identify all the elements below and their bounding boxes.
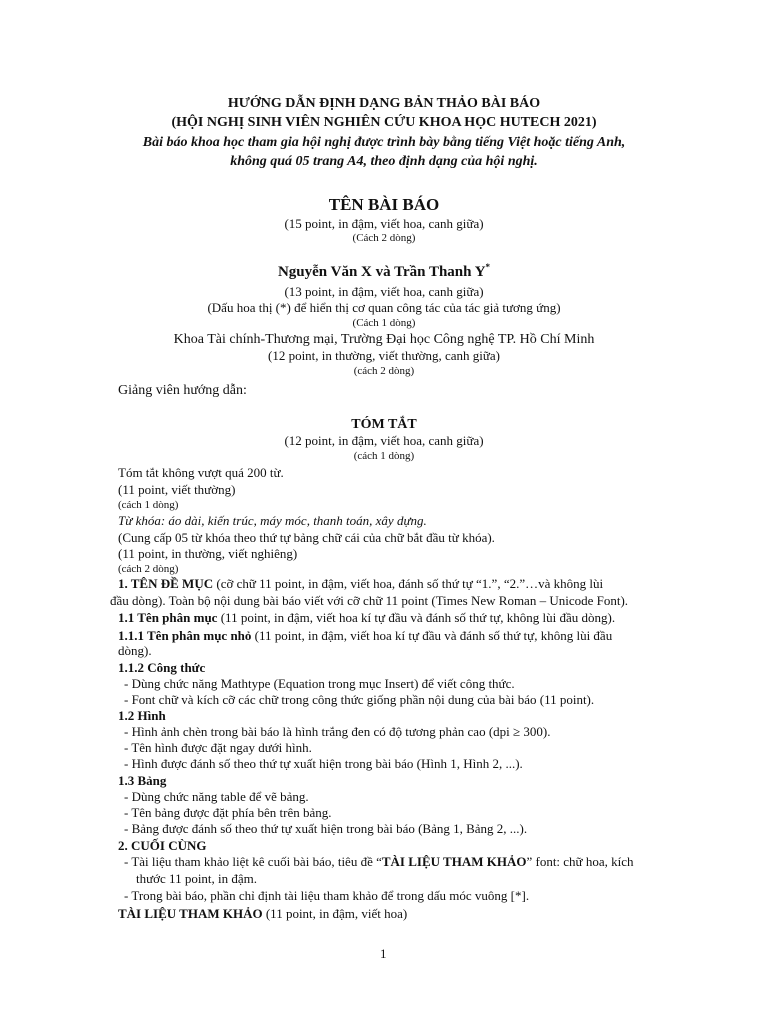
paper-title: TÊN BÀI BÁO (328, 195, 440, 214)
keywords-note2: (11 point, in thường, viết nghiêng) (118, 546, 298, 561)
advisor-label: Giảng viên hướng dẫn: (118, 383, 247, 398)
abstract-heading: TÓM TẮT (351, 417, 417, 432)
intro-line2: không quá 05 trang A4, theo định dạng của hội nghị. (230, 154, 538, 169)
keywords-spacing: (cách 2 dòng) (118, 563, 179, 575)
section11-heading: 1.1 Tên phân mục (118, 610, 218, 625)
doc-title-line1: HƯỚNG DẪN ĐỊNH DẠNG BẢN THẢO BÀI BÁO (227, 96, 541, 111)
affiliation: Khoa Tài chính-Thương mại, Trường Đại học Công nghệ TP. Hồ Chí Minh (173, 332, 595, 347)
section112-item: - Dùng chức năng Mathtype (Equation trong mục Insert) để viết công thức. (124, 676, 515, 691)
section111-heading: 1.1.1 Tên phân mục nhỏ (118, 628, 252, 643)
section111-desc: (11 point, in đậm, viết hoa kí tự đầu và đánh số thứ tự, không lùi đầu (251, 628, 613, 643)
section13-item: - Tên bảng được đặt phía bên trên bảng. (124, 805, 332, 820)
abstract-line1: Tóm tắt không vượt quá 200 từ. (118, 465, 284, 480)
affiliation-note: (12 point, in thường, viết thường, canh giữa) (267, 348, 501, 363)
section111-line2: dòng). (118, 643, 152, 658)
doc-title-line2: (HỘI NGHỊ SINH VIÊN NGHIÊN CỨU KHOA HỌC HUTECH 2021) (171, 115, 597, 130)
section112-heading: 1.1.2 Công thức (118, 660, 206, 675)
section13-heading: 1.3 Bảng (118, 773, 167, 788)
author-names-text: Nguyễn Văn X và Trần Thanh Y (277, 264, 486, 280)
keywords: Từ khóa: áo dài, kiến trúc, máy móc, thanh toán, xây dựng. (118, 513, 427, 528)
section11-desc: (11 point, in đậm, viết hoa kí tự đầu và đánh số thứ tự, không lùi đầu dòng). (217, 610, 616, 625)
section11-line (118, 610, 615, 626)
paper-title-spacing: (Cách 2 dòng) (352, 232, 416, 244)
section1-heading: 1. TÊN ĐỀ MỤC (118, 576, 214, 591)
section2-item1-line2: thước 11 point, in đậm. (136, 871, 258, 886)
section12-item: - Tên hình được đặt ngay dưới hình. (124, 740, 312, 755)
section111-line1 (118, 628, 612, 644)
section12-item: - Hình ảnh chèn trong bài báo là hình trắng đen có độ tương phản cao (dpi ≥ 300). (124, 724, 551, 739)
abstract-line2: (11 point, viết thường) (118, 482, 236, 497)
paper-title-note: (15 point, in đậm, viết hoa, canh giữa) (284, 216, 484, 231)
section2-item1 (124, 854, 634, 870)
abstract-spacing: (cách 1 dòng) (353, 450, 415, 462)
section2-item1-end: ” font: chữ hoa, kích (526, 854, 634, 869)
references-heading: TÀI LIỆU THAM KHẢO (118, 906, 263, 921)
page-number: 1 (380, 946, 387, 961)
section12-item: - Hình được đánh số theo thứ tự xuất hiện trong bài báo (Hình 1, Hình 2, ...). (124, 756, 523, 771)
section13-item: - Bảng được đánh số theo thứ tự xuất hiện trong bài báo (Bảng 1, Bảng 2, ...). (124, 821, 528, 836)
section1-line1 (118, 576, 603, 592)
author-note2: (Dấu hoa thị (*) để hiển thị cơ quan công tác của tác giả tương ứng) (207, 300, 561, 315)
intro-line1: Bài báo khoa học tham gia hội nghị được trình bày bằng tiếng Việt hoặc tiếng Anh, (142, 135, 626, 150)
section13-item: - Dùng chức năng table để vẽ bảng. (124, 789, 309, 804)
abstract-note: (12 point, in đậm, viết hoa, canh giữa) (284, 433, 484, 448)
keywords-note1: (Cung cấp 05 từ khóa theo thứ tự bảng chữ cái của chữ bắt đầu từ khóa). (118, 530, 495, 545)
section12-heading: 1.2 Hình (118, 708, 166, 723)
affiliation-spacing: (cách 2 dòng) (353, 365, 415, 377)
section2-item2: - Trong bài báo, phần chỉ định tài liệu tham khảo để trong dấu móc vuông [*]. (124, 888, 530, 903)
section1-desc: (cỡ chữ 11 point, in đậm, viết hoa, đánh số thứ tự “1.”, “2.”…và không lùi (213, 576, 604, 591)
author-spacing: (Cách 1 dòng) (352, 317, 416, 329)
section2-item1-start: - Tài liệu tham khảo liệt kê cuối bài báo, tiêu đề “ (124, 854, 382, 869)
author-names (0, 263, 768, 281)
author-note1: (13 point, in đậm, viết hoa, canh giữa) (284, 284, 484, 299)
section1-line2: đầu dòng). Toàn bộ nội dung bài báo viết với cỡ chữ 11 point (Times New Roman – Unicode Font). (110, 593, 629, 608)
section2-heading: 2. CUỐI CÙNG (118, 838, 207, 853)
section2-item1-bold: TÀI LIỆU THAM KHẢO (381, 854, 527, 869)
references-desc: (11 point, in đậm, viết hoa) (262, 906, 408, 921)
abstract-line3: (cách 1 dòng) (118, 499, 179, 511)
section112-item: - Font chữ và kích cỡ các chữ trong công thức giống phần nội dung của bài báo (11 point). (124, 692, 595, 707)
references-line (118, 906, 407, 922)
author-mark: * (485, 262, 491, 272)
